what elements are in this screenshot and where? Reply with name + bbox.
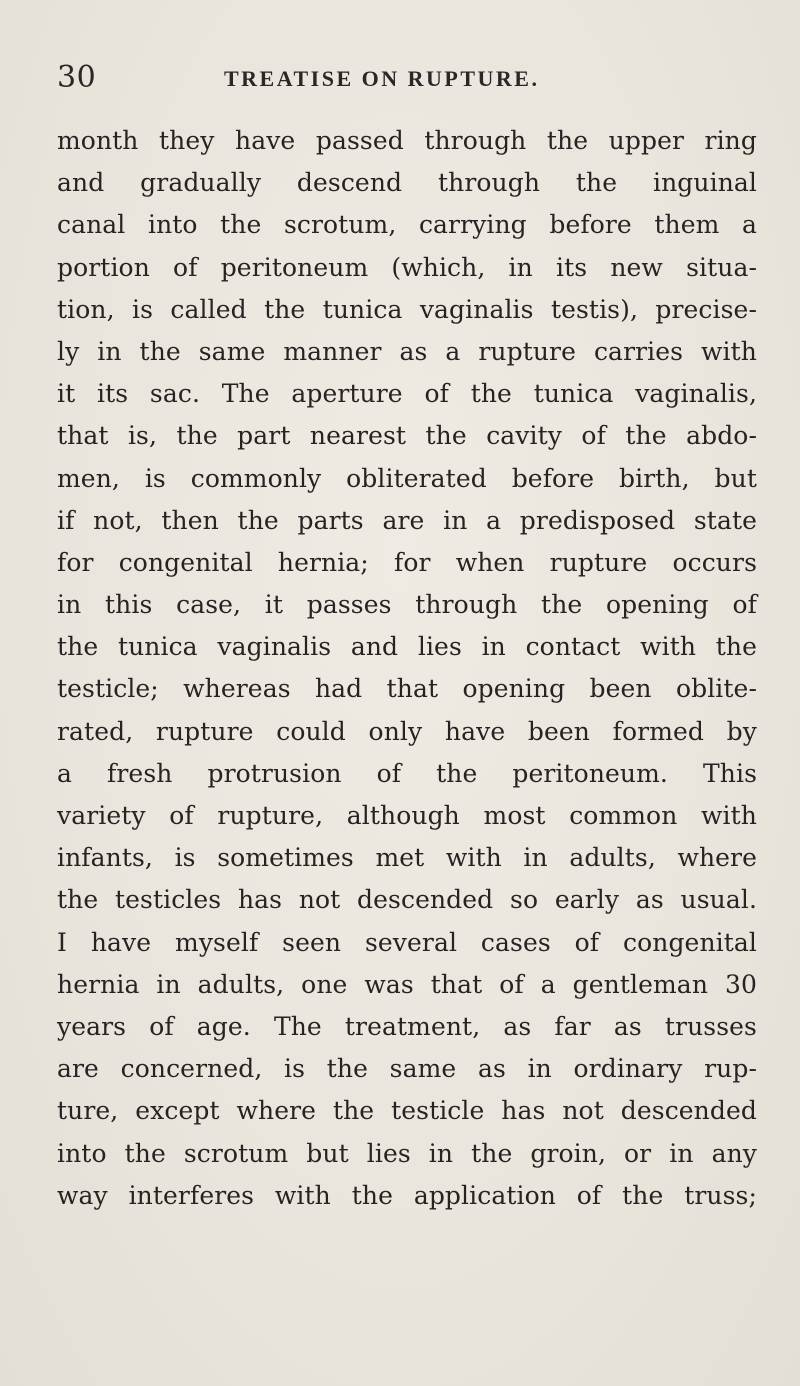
text-line: and gradually descend through the inguinal xyxy=(57,168,757,198)
text-line: years of age. The treatment, as far as trusses xyxy=(57,1011,757,1041)
text-line: for congenital hernia; for when rupture occurs xyxy=(57,547,757,577)
text-line: portion of peritoneum (which, in its new situa- xyxy=(57,252,757,282)
text-line: that is, the part nearest the cavity of the abdo- xyxy=(57,421,757,451)
text-line: the tunica vaginalis and lies in contact with the xyxy=(57,632,757,662)
text-line: I have myself seen several cases of congenital xyxy=(57,927,757,957)
text-line: in this case, it passes through the opening of xyxy=(57,590,757,620)
text-line: if not, then the parts are in a predisposed state xyxy=(57,505,757,535)
text-line: into the scrotum but lies in the groin, or in any xyxy=(57,1138,757,1168)
page-header xyxy=(0,58,800,98)
text-line: a fresh protrusion of the peritoneum. This xyxy=(57,758,757,788)
text-line: month they have passed through the upper ring xyxy=(57,126,757,155)
text-line: hernia in adults, one was that of a gentleman 30 xyxy=(57,969,757,999)
text-line: testicle; whereas had that opening been oblite- xyxy=(57,674,757,704)
text-line: men, is commonly obliterated before birth, but xyxy=(57,463,757,493)
text-line: canal into the scrotum, carrying before them a xyxy=(57,210,757,240)
body-text xyxy=(57,120,757,1217)
text-line: way interferes with the application of the truss; xyxy=(57,1180,757,1210)
text-line: rated, rupture could only have been formed by xyxy=(57,716,757,746)
text-line: ly in the same manner as a rupture carries with xyxy=(57,336,757,366)
text-line: are concerned, is the same as in ordinary rup- xyxy=(57,1054,757,1084)
text-line: the testicles has not descended so early as usual. xyxy=(57,885,757,915)
text-line: variety of rupture, although most common with xyxy=(57,801,757,830)
text-line: it its sac. The aperture of the tunica vaginalis, xyxy=(57,379,757,409)
text-line: infants, is sometimes met with in adults, where xyxy=(57,843,757,873)
text-line: tion, is called the tunica vaginalis testis), precise- xyxy=(57,294,757,324)
running-head: TREATISE ON RUPTURE. xyxy=(224,66,540,91)
text-line: ture, except where the testicle has not descended xyxy=(57,1096,757,1126)
page-number: 30 xyxy=(57,60,97,95)
